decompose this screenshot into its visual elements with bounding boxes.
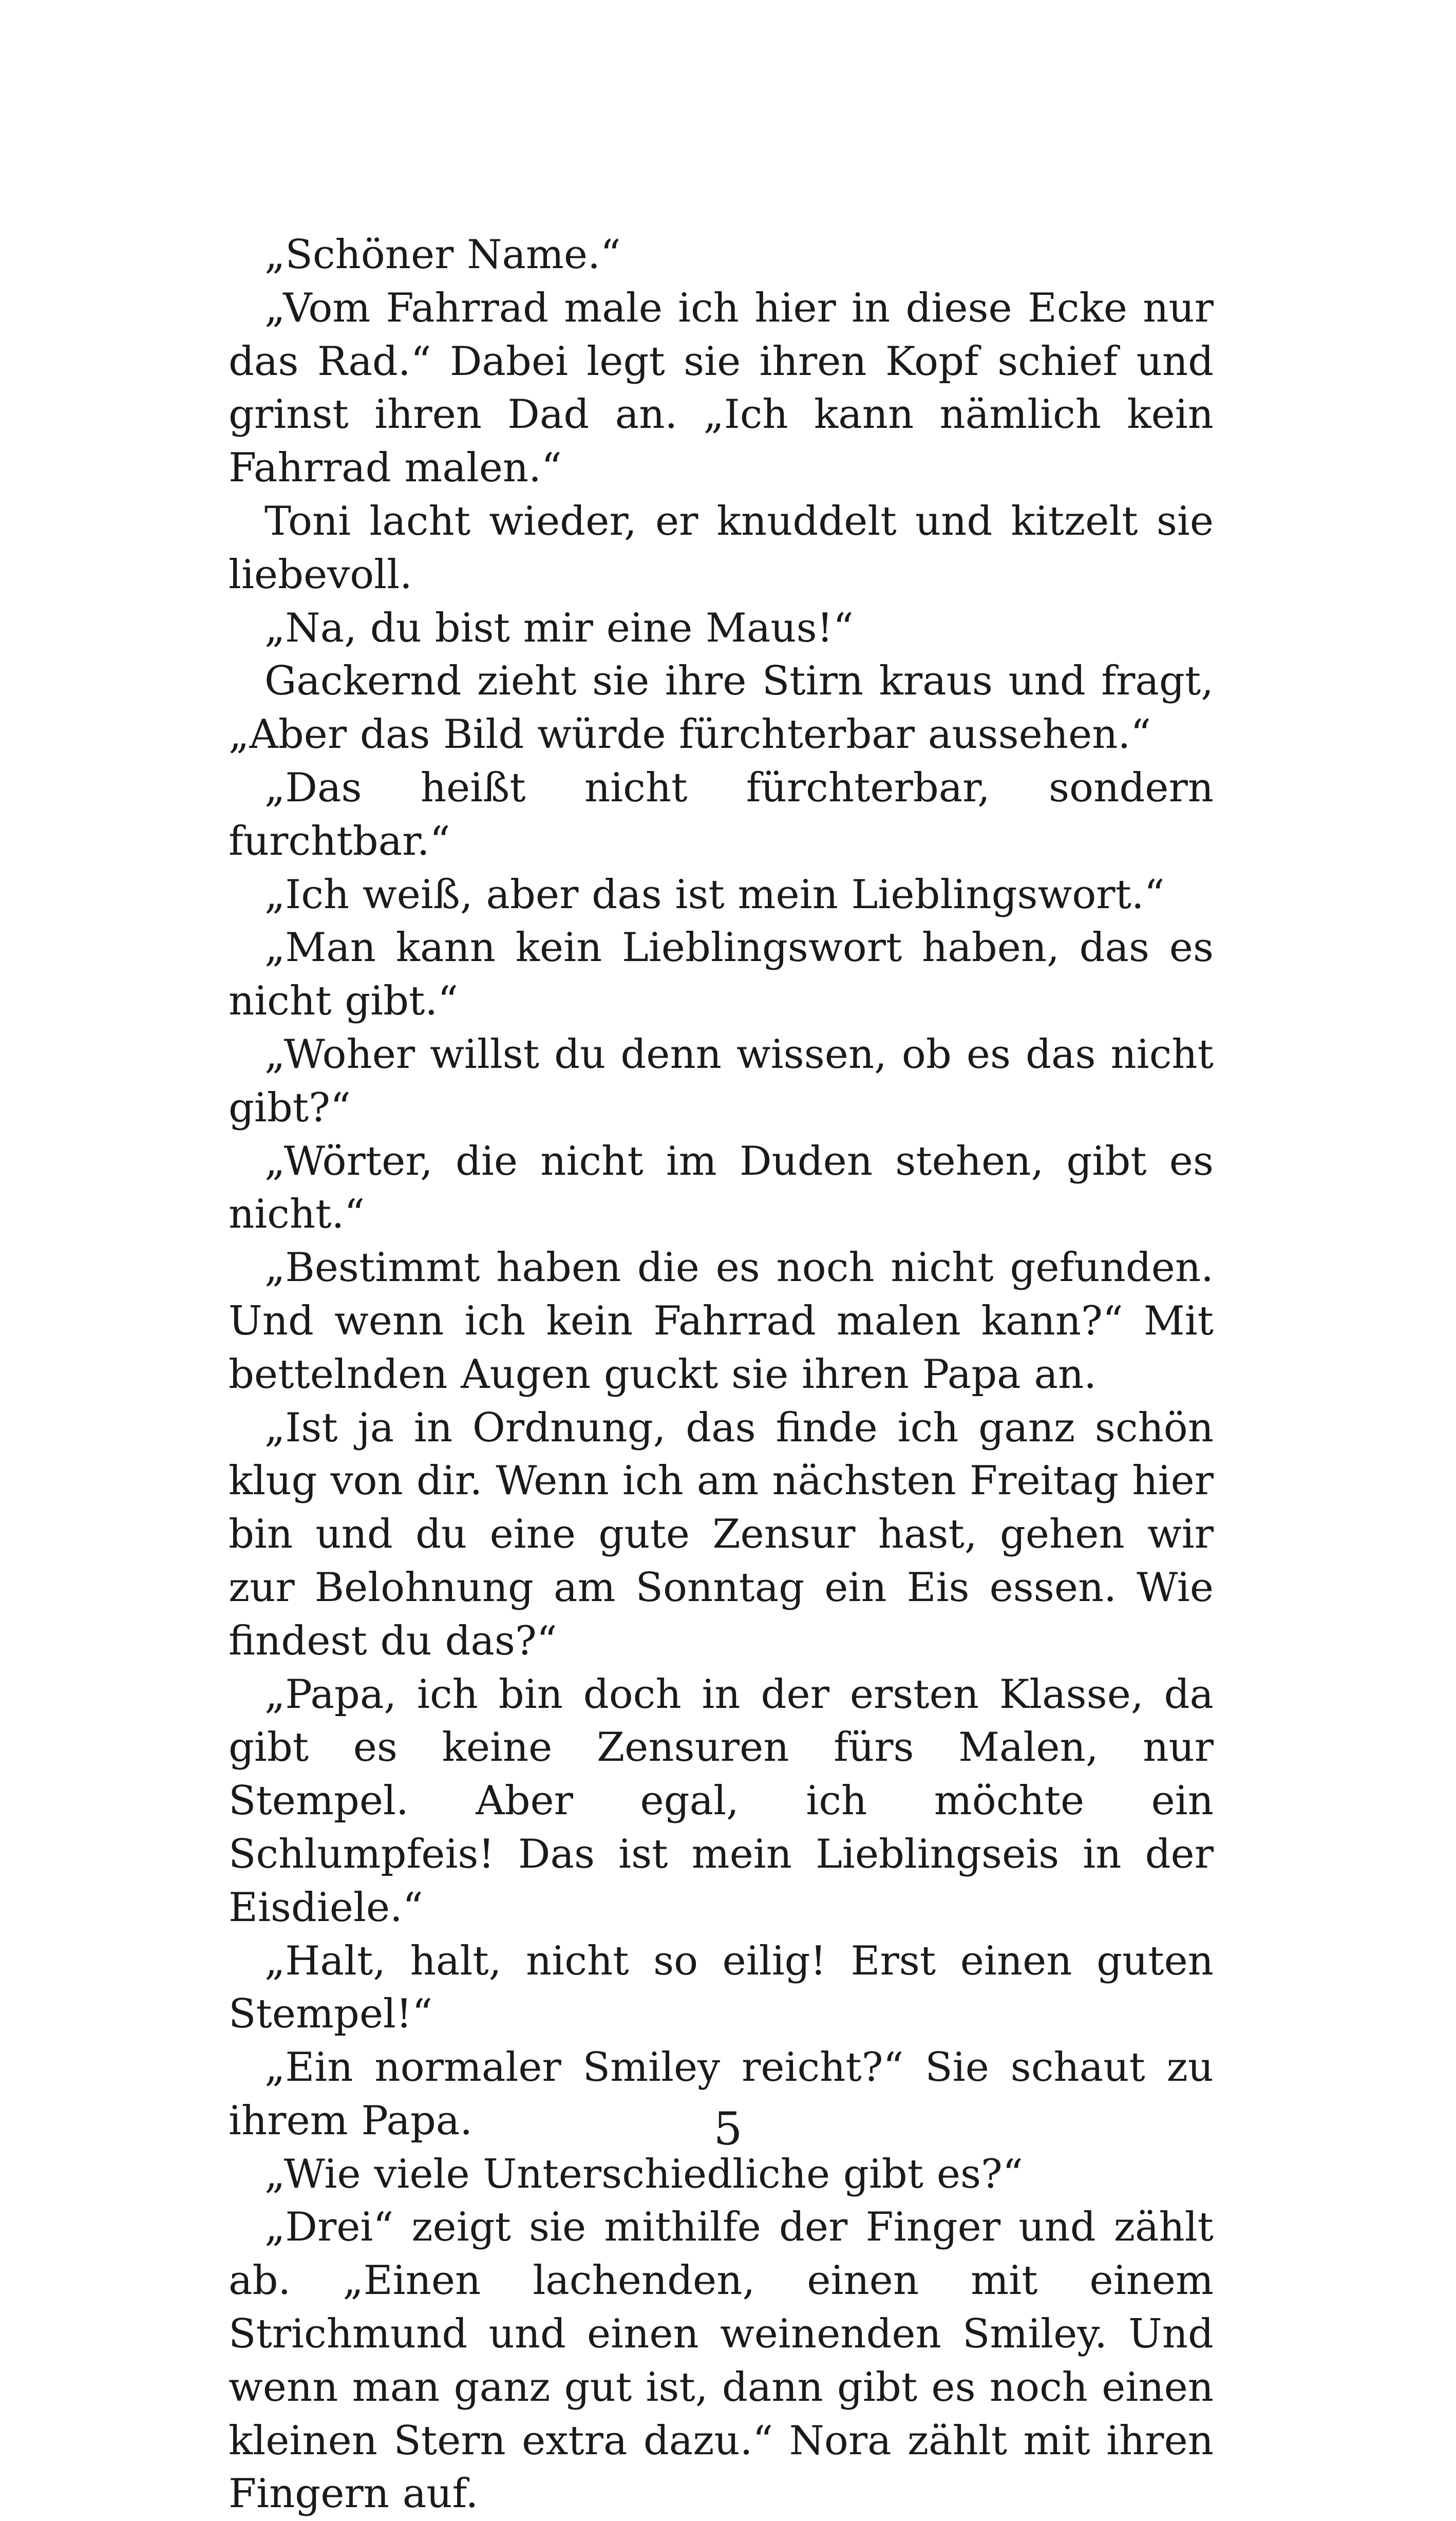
paragraph: „Das heißt nicht fürchterbar, sondern furchtbar.“ [229, 764, 1214, 864]
paragraph: „Schöner Name.“ [264, 232, 621, 278]
paragraph: „Wörter, die nicht im Duden stehen, gibt es nicht.“ [229, 1138, 1214, 1238]
paragraph: „Ich weiß, aber das ist mein Lieblingswort.“ [264, 871, 1165, 918]
body-text [229, 229, 1214, 2521]
paragraph: „Ein normaler Smiley reicht?“ Sie schaut zu ihrem Papa. [229, 2044, 1214, 2144]
paragraph: Toni lacht wieder, er knuddelt und kitzelt sie liebevoll. [229, 498, 1214, 598]
paragraph: „Halt, halt, nicht so eilig! Erst einen guten Stempel!“ [229, 1937, 1214, 2038]
page-number: 5 [713, 2102, 743, 2155]
paragraph: „Woher willst du denn wissen, ob es das nicht gibt?“ [229, 1031, 1214, 1131]
paragraph: Gackernd zieht sie ihre Stirn kraus und fragt, „Aber das Bild würde fürchterbar aussehen.“ [229, 658, 1214, 758]
paragraph: „Drei“ zeigt sie mithilfe der Finger und zählt ab. „Einen lachenden, einen mit einem Strichmund und einen weinenden Smiley. Und wenn man ganz gut ist, dann gibt es noch einen kleinen Stern extra dazu.“ Nora zählt mit ihren Fingern auf. [229, 2204, 1214, 2517]
paragraph: „Vom Fahrrad male ich hier in diese Ecke nur das Rad.“ Dabei legt sie ihren Kopf schief und grinst ihren Dad an. „Ich kann nämlich kein Fahrrad malen.“ [229, 285, 1214, 492]
paragraph: „Na, du bist mir eine Maus!“ [264, 605, 854, 651]
paragraph: „Papa, ich bin doch in der ersten Klasse, da gibt es keine Zensuren fürs Malen, nur Stempel. Aber egal, ich möchte ein Schlumpfeis! Das ist mein Lieblingseis in der Eisdiele.“ [229, 1671, 1214, 1931]
paragraph: „Man kann kein Lieblingswort haben, das es nicht gibt.“ [229, 925, 1214, 1025]
paragraph: „Bestimmt haben die es noch nicht gefunden. Und wenn ich kein Fahrrad malen kann?“ Mit bettelnden Augen guckt sie ihren Papa an. [229, 1245, 1214, 1398]
paragraph: „Ist ja in Ordnung, das finde ich ganz schön klug von dir. Wenn ich am nächsten Freitag hier bin und du eine gute Zensur hast, gehen wir zur Belohnung am Sonntag ein Eis essen. Wie findest du das?“ [229, 1404, 1214, 1664]
paragraph: „Wie viele Unterschiedliche gibt es?“ [264, 2151, 1023, 2197]
